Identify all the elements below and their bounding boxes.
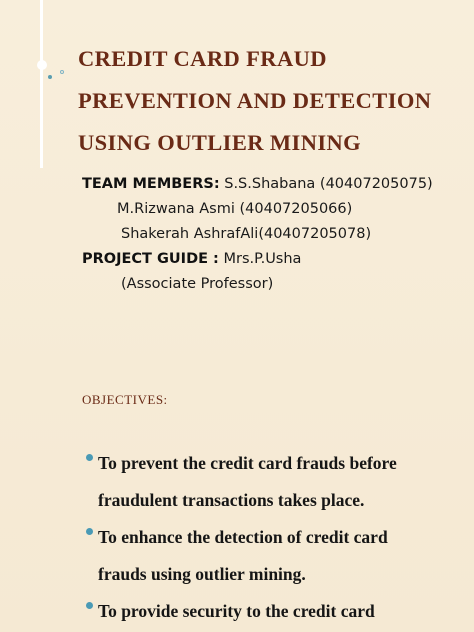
objectives-heading: OBJECTIVES: <box>82 392 168 407</box>
slide-title <box>78 38 468 164</box>
decorative-circle <box>37 60 47 70</box>
title-line-1: CREDIT CARD FRAUD <box>78 46 327 71</box>
project-guide-row <box>82 247 433 272</box>
project-guide-designation: (Associate Professor) <box>121 276 274 292</box>
objective-line: frauds using outlier mining. <box>98 564 306 584</box>
project-guide-label: PROJECT GUIDE : <box>82 251 219 267</box>
decorative-dot <box>48 75 52 79</box>
decorative-line <box>40 0 43 168</box>
team-members-label: TEAM MEMBERS: <box>82 176 220 192</box>
objective-line: To enhance the detection of credit card <box>98 527 388 547</box>
title-line-2: PREVENTION AND DETECTION <box>78 88 432 113</box>
project-guide-name: Mrs.P.Usha <box>223 251 302 267</box>
objectives-list <box>86 445 474 630</box>
objective-item <box>86 519 474 593</box>
team-member-2: M.Rizwana Asmi (40407205066) <box>117 201 353 217</box>
bullet-icon <box>86 528 93 535</box>
team-member-1: S.S.Shabana (40407205075) <box>224 176 433 192</box>
objective-line: To provide security to the credit card <box>98 601 375 621</box>
team-member-3: Shakerah AshrafAli(40407205078) <box>121 226 372 242</box>
team-members-row <box>82 172 433 197</box>
objective-line: fraudulent transactions takes place. <box>98 490 365 510</box>
title-line-3: USING OUTLIER MINING <box>78 130 362 155</box>
bullet-icon <box>86 454 93 461</box>
project-info <box>82 172 433 297</box>
objective-line: To prevent the credit card frauds before <box>98 453 397 473</box>
objective-item <box>86 445 474 519</box>
objective-item <box>86 593 474 630</box>
decorative-ring <box>60 70 64 74</box>
bullet-icon <box>86 602 93 609</box>
